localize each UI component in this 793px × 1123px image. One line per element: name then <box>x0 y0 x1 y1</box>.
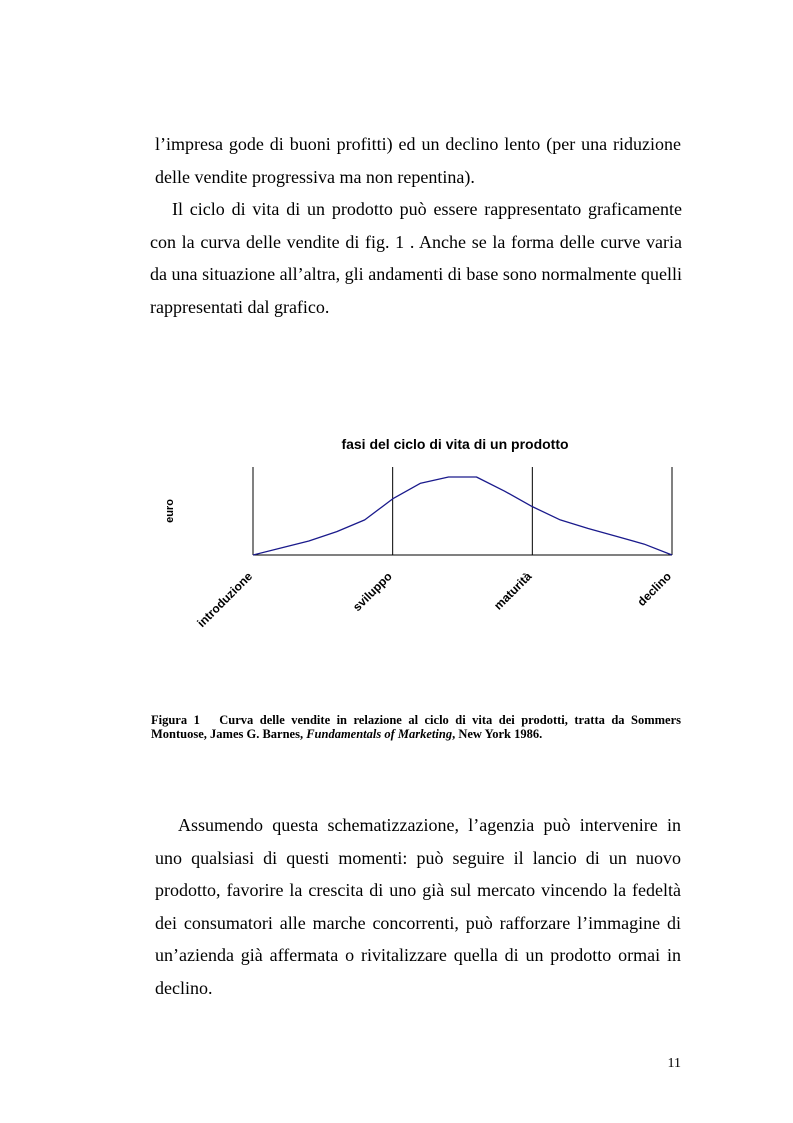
phase-label-introduzione: introduzione <box>194 569 256 631</box>
phase-label-declino: declino <box>634 569 675 609</box>
caption-tail: , New York 1986. <box>452 727 543 741</box>
figure-caption <box>151 713 681 741</box>
phase-label-sviluppo: sviluppo <box>349 569 395 615</box>
caption-label: Figura 1 <box>151 713 200 727</box>
paragraph-intro: l’impresa gode di buoni profitti) ed un declino lento (per una riduzione delle vendite progressiva ma non repentina). <box>155 134 681 187</box>
series-line-0 <box>253 477 672 555</box>
phase-label-maturit: maturità <box>491 569 535 613</box>
page-number: 11 <box>667 1056 681 1071</box>
paragraph-agency: Assumendo questa schematizzazione, l’agenzia può intervenire in uno qualsiasi di questi momenti: può seguire il lancio di un nuovo prodotto, favorire la crescita di uno già sul mercato vincendo la fedeltà dei consumatori alle marche concorrenti, può rafforzare l’immagine di un’azienda già affermata o rivitalizzare quella di un prodotto ormai in declino. <box>155 815 681 998</box>
caption-text: Curva delle vendite in relazione al ciclo di vita dei prodotti, tratta da Sommers Montuose, James G. Barnes, <box>151 713 682 741</box>
chart-y-label: euro <box>164 499 176 523</box>
paragraph-lifecycle: Il ciclo di vita di un prodotto può essere rappresentato graficamente con la curva delle vendite di fig. 1 . Anche se la forma delle curve varia da una situazione all’altra, gli andamenti di base sono normalmente quelli rappresentati dal grafico. <box>150 199 682 317</box>
chart-title: fasi del ciclo di vita di un prodotto <box>341 436 569 452</box>
caption-book-title: Fundamentals of Marketing <box>306 727 453 741</box>
